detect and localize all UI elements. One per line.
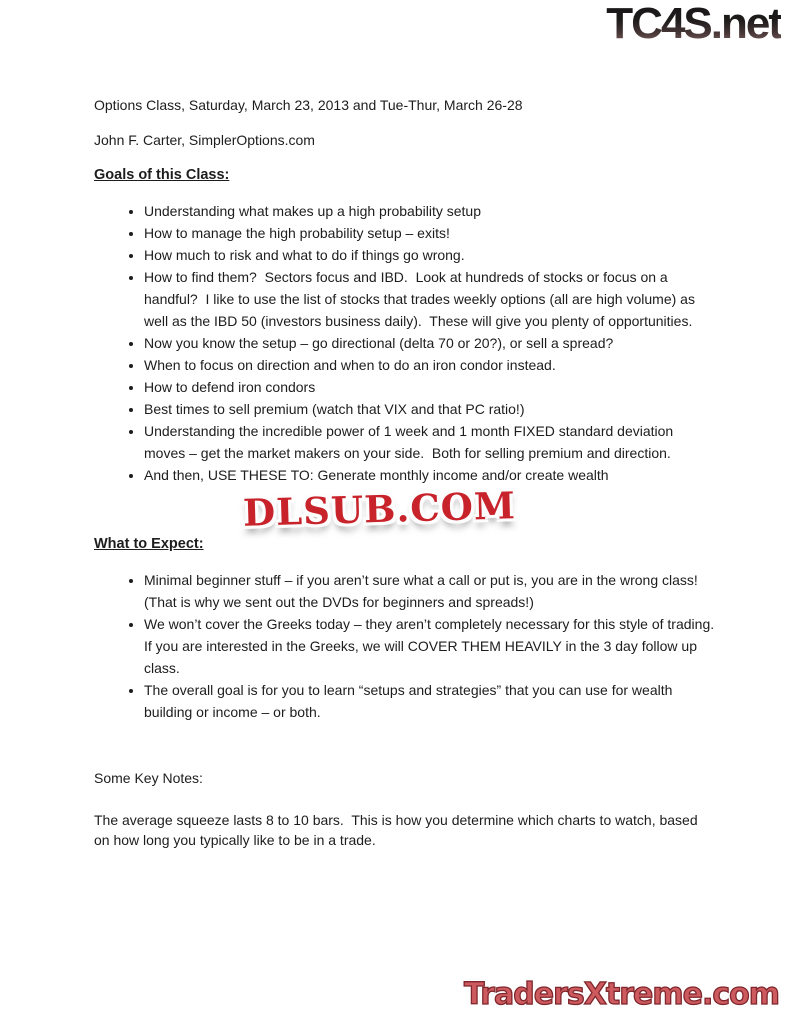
goals-heading: Goals of this Class: [94,167,230,183]
list-item: • Best times to sell premium (watch that VIX and that PC ratio!) [144,398,716,420]
key-notes-heading: Some Key Notes: [94,770,203,786]
list-item: • We won’t cover the Greeks today – they aren’t completely necessary for this style of trading. If you are interested in the Greeks, we will COVER THEM HEAVILY in the 3 day follow up class. [144,613,716,679]
list-item: • How to manage the high probability setup – exits! [144,222,716,244]
class-title-line: Options Class, Saturday, March 23, 2013 and Tue-Thur, March 26-28 [94,97,523,113]
dlsub-watermark: DLSUB.COM [242,483,517,535]
list-item: • Now you know the setup – go directional (delta 70 or 20?), or sell a spread? [144,332,716,354]
goals-list [94,200,716,486]
list-item: • The overall goal is for you to learn “setups and strategies” that you can use for wealth building or income – or both. [144,679,716,723]
author-line: John F. Carter, SimplerOptions.com [94,132,315,148]
list-item: • Understanding the incredible power of 1 week and 1 month FIXED standard deviation moves – get the market makers on your side. Both for selling premium and direction. [144,420,716,464]
tc4s-logo-watermark: TC4S.net [606,0,781,48]
expect-heading: What to Expect: [94,536,204,552]
key-notes-paragraph: The average squeeze lasts 8 to 10 bars. This is how you determine which charts to watch, based on how long you typically like to be in a trade. [94,812,702,848]
list-item: • How much to risk and what to do if things go wrong. [144,244,716,266]
list-item: • When to focus on direction and when to do an iron condor instead. [144,354,716,376]
tradersxtreme-watermark: TradersXtreme.com [464,977,779,1012]
expect-list [94,569,722,723]
document-content [94,95,722,865]
list-item: • How to defend iron condors [144,376,716,398]
list-item: • How to find them? Sectors focus and IBD. Look at hundreds of stocks or focus on a handful? I like to use the list of stocks that trades weekly options (all are high volume) as well as the IBD 50 (investors business daily). These will give you plenty of opportunities. [144,266,716,332]
list-item: • Minimal beginner stuff – if you aren’t sure what a call or put is, you are in the wrong class! (That is why we sent out the DVDs for beginners and spreads!) [144,569,716,613]
list-item: • Understanding what makes up a high probability setup [144,200,716,222]
list-item: • And then, USE THESE TO: Generate monthly income and/or create wealth [144,464,716,486]
